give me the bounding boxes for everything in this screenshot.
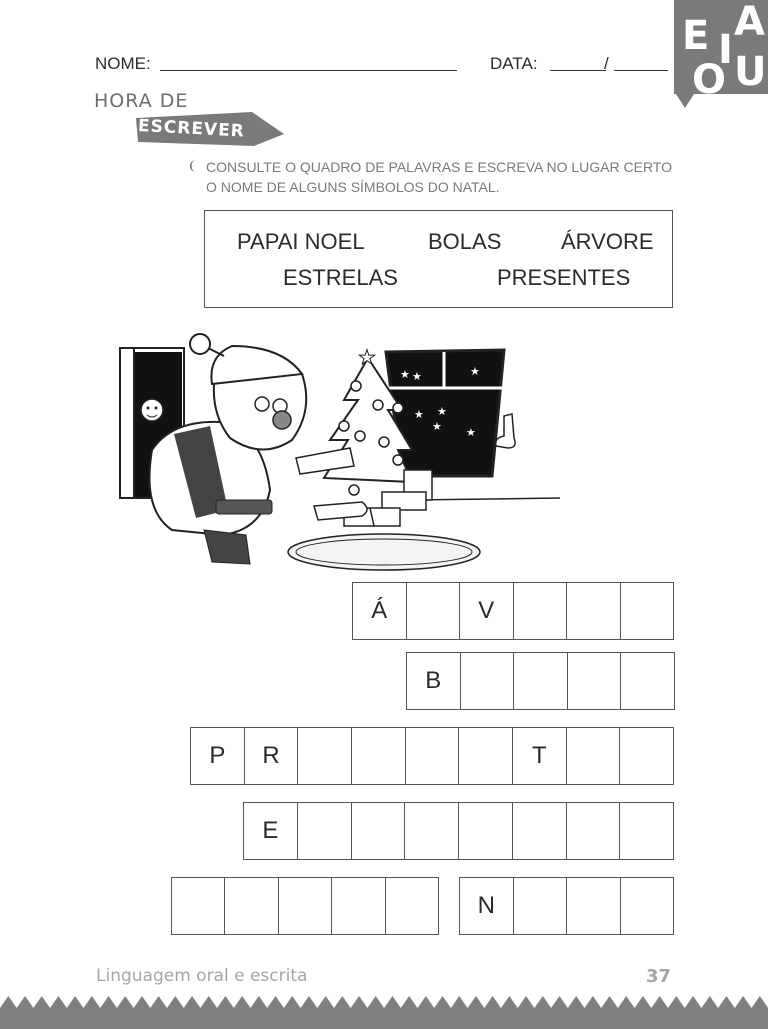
letter-cell[interactable] bbox=[459, 803, 513, 859]
letter-grid-papai bbox=[171, 877, 439, 935]
footer-section-label: Linguagem oral e escrita bbox=[96, 966, 308, 986]
letter-cell[interactable] bbox=[567, 803, 621, 859]
letter-cell[interactable] bbox=[620, 803, 673, 859]
date-month-field[interactable] bbox=[614, 70, 668, 71]
letter-cell[interactable]: B bbox=[407, 653, 461, 709]
vowel-e: E bbox=[682, 13, 710, 59]
page-number: 37 bbox=[646, 966, 672, 987]
moon-bullet-icon bbox=[186, 159, 200, 173]
letter-cell[interactable] bbox=[298, 728, 352, 784]
word-presentes: PRESENTES bbox=[497, 265, 631, 290]
letter-cell[interactable] bbox=[405, 803, 459, 859]
name-field[interactable] bbox=[160, 70, 457, 71]
svg-text:★: ★ bbox=[432, 420, 442, 433]
letter-cell[interactable] bbox=[386, 878, 438, 934]
svg-text:★: ★ bbox=[466, 426, 476, 439]
word-arvore: ÁRVORE bbox=[561, 229, 654, 254]
letter-grid-arvore bbox=[352, 582, 674, 640]
letter-cell[interactable]: R bbox=[245, 728, 299, 784]
letter-cell[interactable] bbox=[568, 653, 622, 709]
letter-cell[interactable] bbox=[567, 878, 621, 934]
letter-cell[interactable] bbox=[514, 878, 568, 934]
zigzag-border-icon bbox=[0, 994, 768, 1029]
letter-cell[interactable] bbox=[406, 728, 460, 784]
svg-text:★: ★ bbox=[470, 365, 480, 378]
letter-cell[interactable] bbox=[459, 728, 513, 784]
letter-cell[interactable] bbox=[514, 653, 568, 709]
letter-grid-presentes bbox=[190, 727, 674, 785]
letter-cell[interactable]: V bbox=[460, 583, 514, 639]
letter-cell[interactable]: Á bbox=[353, 583, 407, 639]
word-bolas: BOLAS bbox=[428, 229, 502, 254]
date-label: DATA: bbox=[490, 54, 538, 73]
letter-cell[interactable] bbox=[279, 878, 332, 934]
section-title-line2: ESCREVER bbox=[137, 116, 246, 142]
vowel-badge bbox=[674, 0, 768, 103]
letter-cell[interactable]: E bbox=[244, 803, 298, 859]
letter-cell[interactable] bbox=[514, 583, 568, 639]
letter-cell[interactable] bbox=[298, 803, 352, 859]
svg-text:★: ★ bbox=[400, 368, 410, 381]
letter-cell[interactable] bbox=[567, 583, 621, 639]
window-icon bbox=[386, 350, 504, 476]
section-title-line1: HORA DE bbox=[94, 90, 189, 112]
word-bank bbox=[204, 210, 673, 308]
svg-text:★: ★ bbox=[412, 370, 422, 383]
svg-text:★: ★ bbox=[358, 347, 376, 369]
letter-grid-noel bbox=[459, 877, 674, 935]
letter-cell[interactable] bbox=[621, 653, 674, 709]
child-icon bbox=[141, 399, 163, 421]
letter-cell[interactable] bbox=[407, 583, 461, 639]
letter-cell[interactable]: P bbox=[191, 728, 245, 784]
date-separator: / bbox=[604, 54, 609, 73]
word-estrelas: ESTRELAS bbox=[283, 265, 398, 290]
letter-cell[interactable] bbox=[461, 653, 515, 709]
badge-pointer bbox=[676, 94, 694, 108]
svg-text:★: ★ bbox=[437, 405, 447, 418]
letter-cell[interactable] bbox=[567, 728, 621, 784]
vowel-i: I bbox=[718, 27, 733, 73]
instruction-text: CONSULTE O QUADRO DE PALAVRAS E ESCREVA NO LUGAR CERTO O NOME DE ALGUNS SÍMBOLOS DO NATAL. bbox=[206, 159, 672, 195]
letter-cell[interactable] bbox=[621, 878, 674, 934]
letter-cell[interactable] bbox=[621, 583, 674, 639]
letter-grid-estrelas bbox=[243, 802, 674, 860]
letter-cell[interactable] bbox=[225, 878, 278, 934]
letter-cell[interactable] bbox=[620, 728, 673, 784]
date-day-field[interactable] bbox=[550, 70, 606, 71]
letter-cell[interactable]: T bbox=[513, 728, 567, 784]
letter-cell[interactable] bbox=[172, 878, 225, 934]
vowel-u: U bbox=[734, 49, 767, 95]
letter-cell[interactable]: N bbox=[460, 878, 514, 934]
svg-text:★: ★ bbox=[414, 408, 424, 421]
letter-cell[interactable] bbox=[513, 803, 567, 859]
name-label: NOME: bbox=[95, 54, 151, 73]
word-papai-noel: PAPAI NOEL bbox=[237, 229, 365, 254]
letter-cell[interactable] bbox=[352, 728, 406, 784]
letter-cell[interactable] bbox=[352, 803, 406, 859]
vowel-o: O bbox=[692, 57, 727, 103]
christmas-illustration bbox=[112, 330, 572, 575]
letter-cell[interactable] bbox=[332, 878, 385, 934]
vowel-a: A bbox=[734, 0, 765, 45]
letter-grid-bolas bbox=[406, 652, 675, 710]
